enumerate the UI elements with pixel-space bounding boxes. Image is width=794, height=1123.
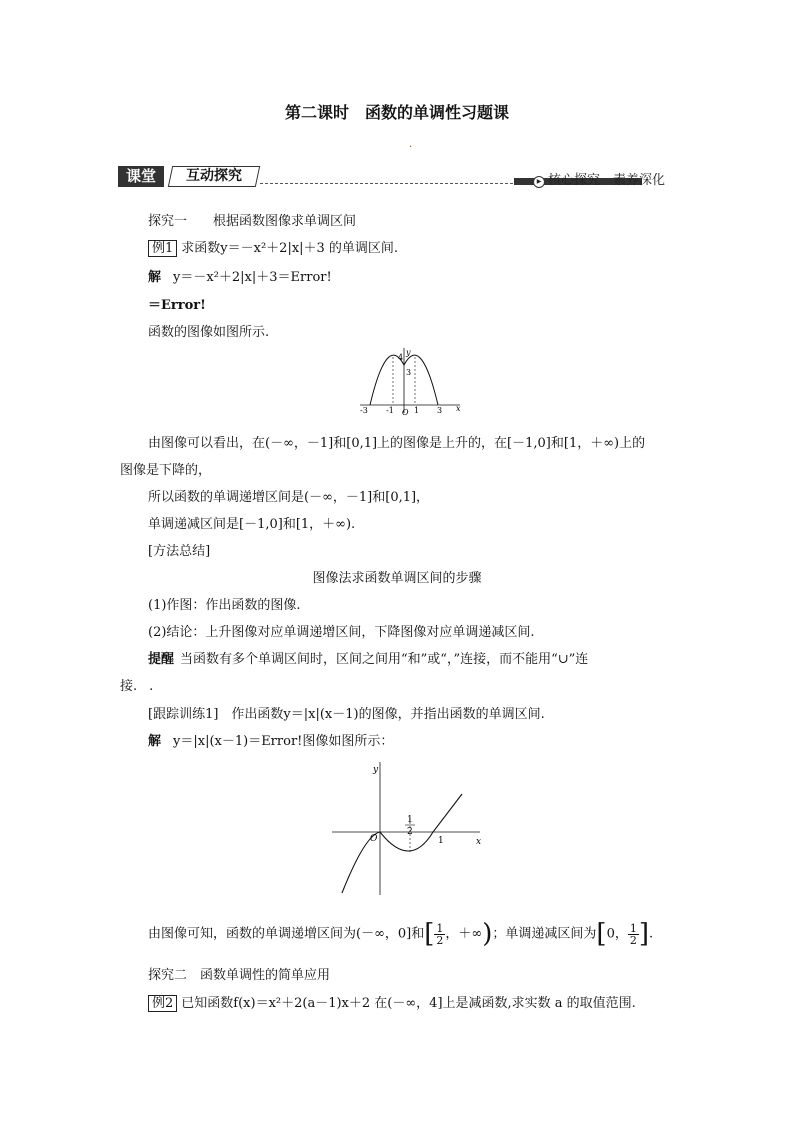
example-1-label: 例1: [148, 240, 177, 257]
graph-1-label-3: 3: [406, 368, 412, 377]
bracket-open-2: [: [596, 919, 607, 949]
solution-2-label: 解: [148, 734, 162, 749]
tip-text: 当函数有多个单调区间时，区间之间用“和”或“，”连接，而不能用“∪”连: [180, 652, 589, 667]
graph-2-tick-1: 1: [438, 836, 444, 846]
conclusion-b: ，＋∞: [445, 926, 483, 942]
graph-1-tick-1: 1: [414, 406, 420, 415]
play-icon: ▶: [533, 176, 545, 188]
solution-line: y＝－x²＋2|x|＋3＝Error!: [173, 270, 332, 285]
solution-1: [148, 266, 332, 285]
graph-2-x-label: x: [476, 837, 482, 847]
graph-1-x-label: x: [456, 404, 461, 413]
bracket-close-2: ]: [638, 919, 650, 949]
fraction-half-2-num: 1: [629, 921, 637, 935]
example-2: [148, 992, 636, 1012]
graph-1-origin: O: [402, 408, 409, 415]
graph-2-y-label: y: [373, 765, 379, 775]
paren-close: ): [482, 919, 493, 949]
graph-2-curve: [342, 794, 462, 893]
solution-label: 解: [148, 270, 162, 285]
section-2-heading: 探究二 函数单调性的简单应用: [148, 968, 331, 983]
conclusion-end: .: [649, 926, 654, 942]
dot-mark: ·: [409, 142, 413, 153]
tip-end-text: 接.: [120, 679, 138, 694]
step-1: (1)作图：作出函数的图像.: [148, 598, 301, 613]
graph-1-y-label: y: [406, 348, 411, 357]
graph-1-left-curve: [370, 355, 404, 405]
steps-title: 图像法求函数单调区间的步骤: [312, 571, 482, 586]
fraction-half-1: [434, 923, 445, 946]
graph-1-tick-neg3: -3: [360, 406, 368, 415]
tip-label: 提醒: [148, 652, 175, 667]
conclusion: [148, 918, 653, 951]
banner-tag-explore: [168, 166, 260, 187]
bracket-open: [: [424, 919, 435, 949]
graph-2-half-den: 2: [407, 827, 413, 837]
fraction-half-2-den: 2: [629, 933, 637, 947]
conclusion-c: ；单调递减区间为: [492, 926, 597, 942]
graph-1-tick-3: 3: [437, 406, 443, 415]
banner-tag-class: 课堂: [118, 166, 164, 187]
tip: [148, 648, 588, 667]
graph-1-label-4: 4: [398, 353, 404, 362]
fraction-half-2: [628, 923, 639, 946]
step-2: (2)结论：上升图像对应单调递增区间，下降图像对应单调递减区间.: [148, 625, 535, 640]
banner-tag-explore-label: 互动探究: [186, 168, 242, 184]
paragraph-1b: 图像是下降的，: [120, 463, 212, 478]
fraction-half-1-den: 2: [436, 933, 444, 947]
conclusion-d: 0，: [606, 926, 628, 942]
page-title: 第二课时 函数的单调性习题课: [284, 103, 509, 122]
tip-end: [120, 675, 153, 694]
paragraph-3: 单调递减区间是[－1,0]和[1，＋∞).: [148, 517, 356, 532]
graph-2-half-num: 1: [407, 815, 413, 825]
graph-1-right-curve: [404, 355, 438, 405]
solution-2-text: y＝|x|(x－1)＝Error!图像如图所示：: [173, 734, 394, 749]
tip-mark: .: [149, 679, 154, 694]
banner-right-label: 核心探究 素养深化: [548, 173, 666, 188]
example-2-label: 例2: [148, 995, 177, 1012]
paragraph-1: 由图像可以看出，在(－∞，－1]和[0,1]上的图像是上升的，在[－1,0]和[1，＋∞)上的: [148, 436, 646, 451]
example-1: [148, 237, 398, 257]
paragraph-2: 所以函数的单调递增区间是(－∞，－1]和[0,1]，: [148, 490, 430, 505]
conclusion-a: 由图像可知，函数的单调递增区间为(－∞，0]和: [148, 926, 425, 942]
section-1-heading: 探究一 根据函数图像求单调区间: [148, 214, 357, 229]
solution-2: [148, 730, 393, 749]
graph-1: [356, 345, 466, 415]
example-1-text: 求函数y＝－x²＋2|x|＋3 的单调区间.: [181, 241, 399, 256]
graph-2: [330, 760, 490, 900]
equation-line: ＝Error!: [148, 298, 206, 313]
graph-2-origin: O: [370, 834, 378, 844]
fraction-half-1-num: 1: [436, 921, 444, 935]
graph-1-tick-neg1: -1: [386, 406, 394, 415]
example-2-text: 已知函数f(x)＝x²＋2(a－1)x＋2 在(－∞，4]上是减函数,求实数 a 的取值范围.: [181, 996, 636, 1011]
graph-intro: 函数的图像如图所示.: [148, 325, 270, 340]
follow-up-exercise: [跟踪训练1] 作出函数y＝|x|(x－1)的图像，并指出函数的单调区间.: [148, 707, 545, 722]
banner-right: [533, 169, 665, 188]
section-banner: [118, 166, 678, 188]
banner-divider: [260, 183, 528, 184]
method-summary-label: [方法总结]: [148, 544, 211, 559]
